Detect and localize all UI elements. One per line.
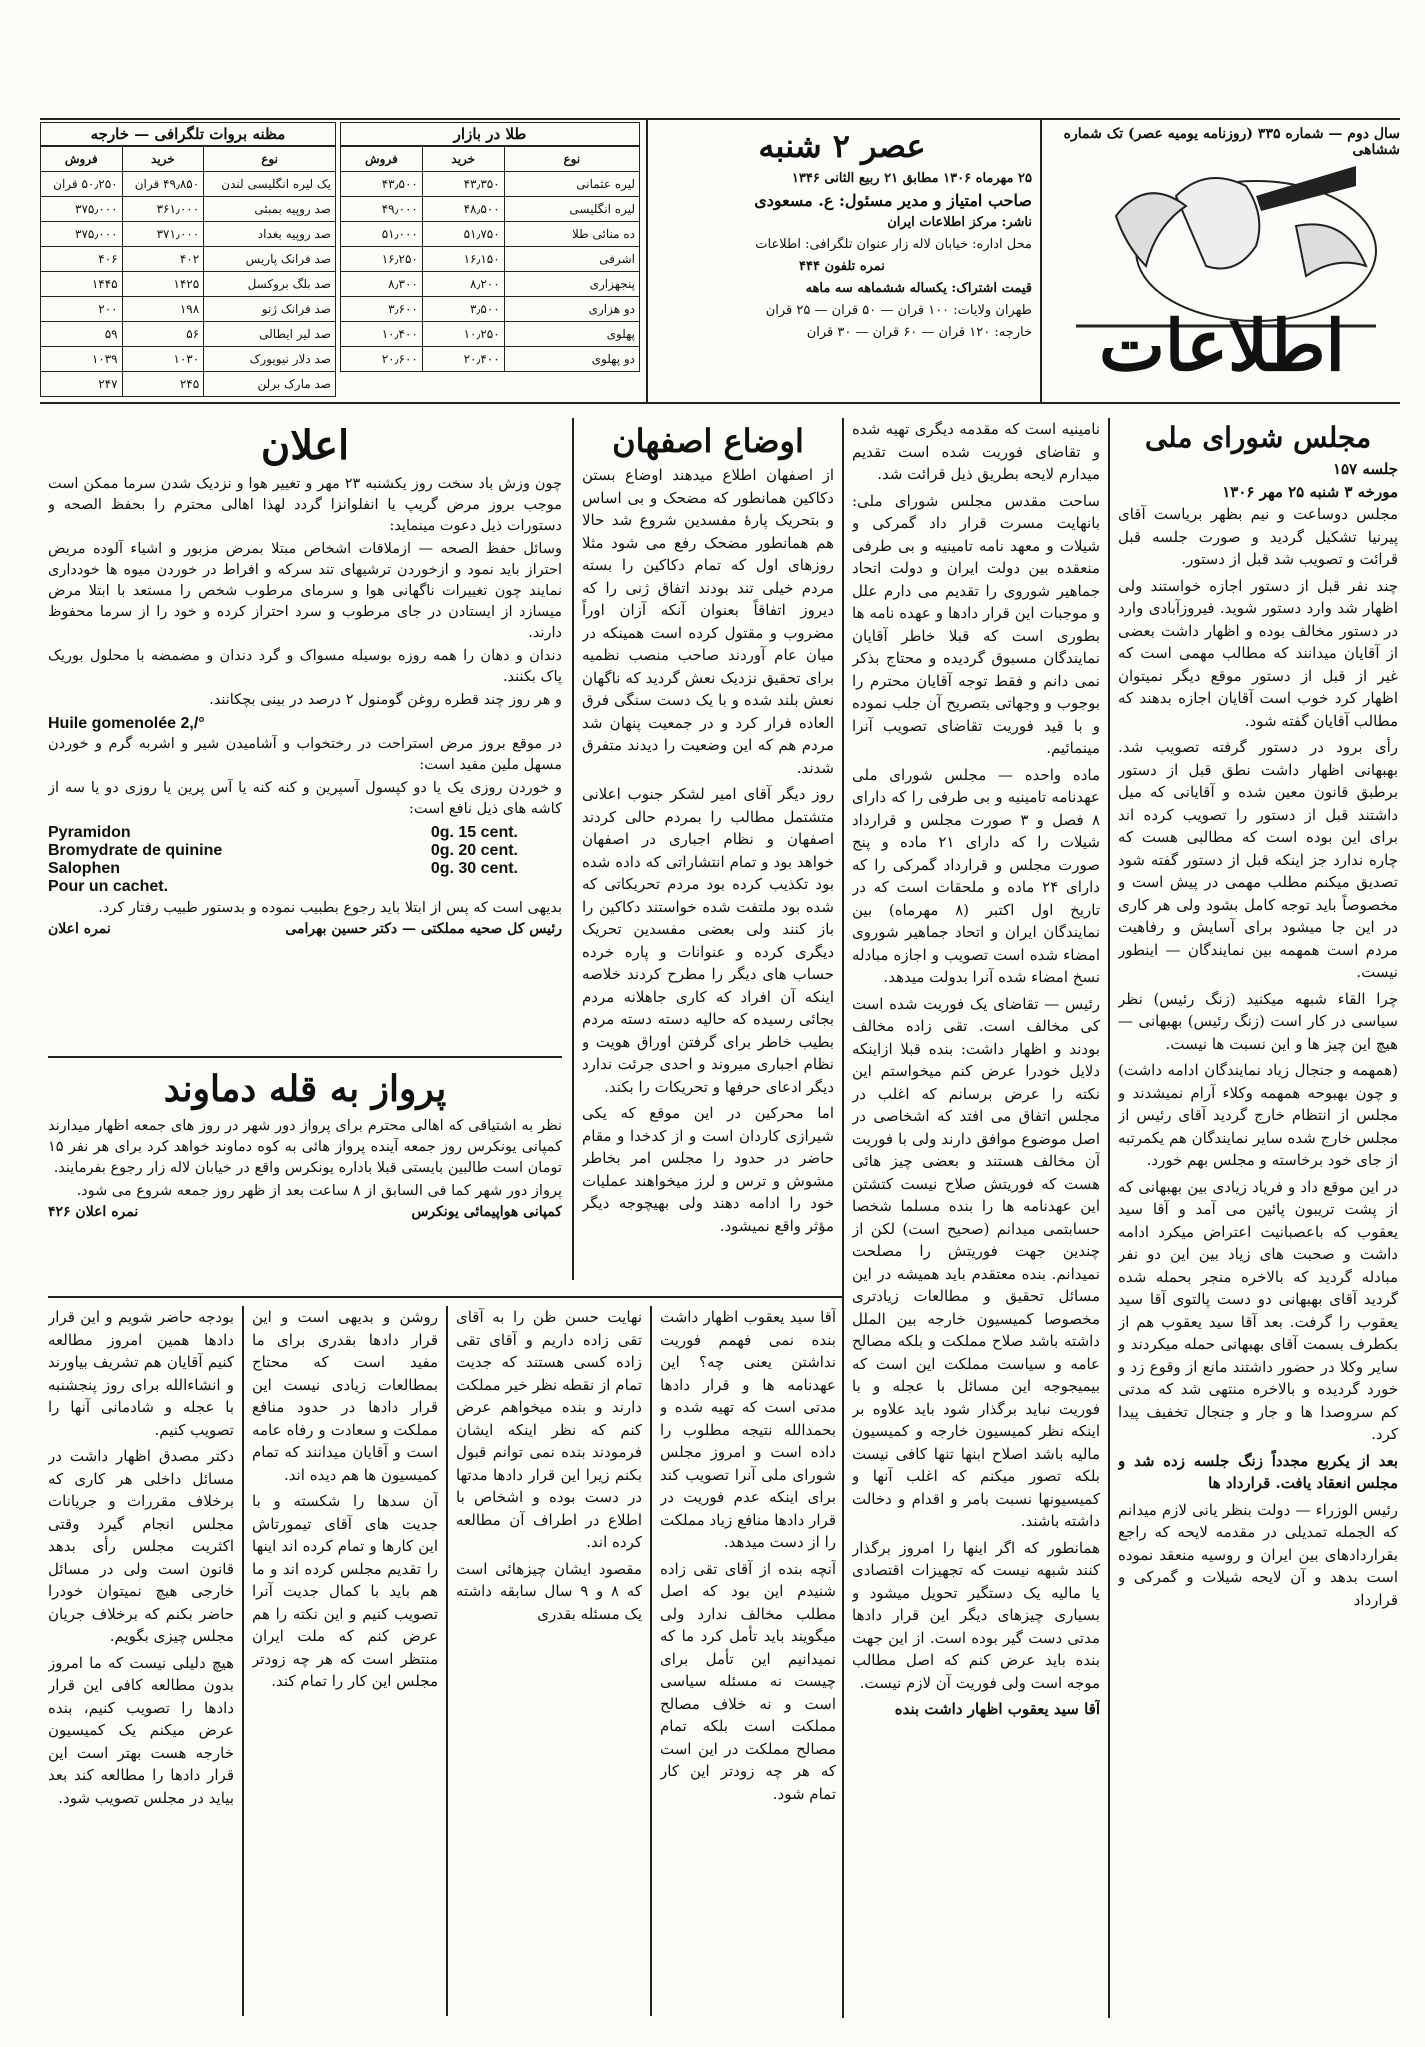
gold-cell: ۴۹٫۰۰۰ <box>341 197 423 222</box>
fx-row <box>41 272 336 297</box>
notice-latin-drop: Huile gomenolée 2,/° <box>48 715 205 732</box>
majlis-paragraph: چند نفر قبل از دستور اجازه خواستند ولی اظهار شد وارد دستور شوید. فیروزآبادی وارد در دستور مخالف بوده و اظهار داشت بعضی از آقایان میدانند که مطالب مهمی است که غیر از قبل از دستور موقع دیگر نمیتوان اظهار کرد خوب است آقایان اجازه بدهند که مطالب آقایان گفته شود. <box>1118 576 1398 730</box>
publisher-line: ناشر: مرکز اطلاعات ایران <box>887 215 1032 230</box>
fx-cell: صد لیر ایطالی <box>204 322 336 347</box>
bottom-column-3 <box>252 1306 438 2016</box>
masthead-bottom-rule <box>40 402 1400 404</box>
column-rule <box>572 418 574 1280</box>
health-notice <box>48 418 562 1048</box>
gold-row <box>341 222 640 247</box>
fx-row <box>41 372 336 397</box>
fx-row <box>41 222 336 247</box>
fx-row <box>41 172 336 197</box>
gold-cell: ۵۱٫۰۰۰ <box>341 222 423 247</box>
isfahan-title: اوضاع اصفهان <box>612 422 804 460</box>
damavand-notice <box>48 1062 562 1292</box>
gold-col-sell: فروش <box>341 147 423 172</box>
fx-cell: یک لیره انگلیسی لندن <box>204 172 336 197</box>
fx-cell: ۵۰٫۲۵۰ قران <box>41 172 123 197</box>
notice-number: نمره اعلان <box>48 921 111 937</box>
gold-cell: ۳٫۵۰۰ <box>422 297 504 322</box>
gold-col-type: نوع <box>504 147 639 172</box>
fx-cell: ۱۰۳۹ <box>41 347 123 372</box>
isfahan-paragraph: از اصفهان اطلاع میدهند اوضاع بستن دکاکین همانطور که مضحک و بی اساس و بتحریک پارهٔ مفسدین شروع شد حالا هم همانطور مضحک رفع می شود مثلا روزهای اول که تمام دکاکین را بسته مردم خیلی تند بودند اتفاق ژنی را که دیروز اتفاقاً بعنوان آنکه آزان اوراً مضروب و مقتول کرده است همینکه در میان عام آوردند صاحب منصب نظمیه برای تحقیق نزدیک نعش گردید که ناگهان نعش بلند شده و با یک دست سنگی فرق العاده فرار کرد و در جمعیت پنهان شد مردم هم که این وضعیت را دیدند متفرق شدند. <box>582 466 834 777</box>
fx-cell: ۱۰۳۰ <box>122 347 204 372</box>
gold-row <box>341 197 640 222</box>
isfahan-paragraph: روز دیگر آقای امیر لشکر جنوب اعلانی متشتمل مطالب را بمردم حالی کردند اصفهان و نظام اجباری در اصفهان خواهد بود و تمام انتشاراتی که داده شده بود تکذیب کرده بود مردم تحریکاتی که شده بود ملتفت شده خواستند دکاکین را باز کنند ولی بعضی مفسدین تحریک دیگری کرده و عنوانات و پاره خرده حساب های دیگر را مطرح کردند خلاصه اینکه آن افراد که کاری جاهلانه مردم بجائی رسیده که حالیه دسته دسته مردم بطیب خاطر برای گرفتن اوراق هویت و نظام اجباری میروند و احدی جرئت ندارد دیگر ادعای حرفها و تحریکات را بکند. <box>582 785 834 1096</box>
gold-row <box>341 297 640 322</box>
gold-market <box>340 122 640 372</box>
bottom-column-1 <box>660 1306 836 2016</box>
fx-cell: صد بلگ بروکسل <box>204 272 336 297</box>
majlis-paragraph: (همهمه و جنجال زیاد نمایندگان ادامه داشت) و چون بهبوحه همهمه وکلاء آرام نمیشدند و مجلس از انتظام خارج گردید آقای رئیس از مجلس خارج شده سایر نمایندگان هم یکمرتبه از جای خود برخاسته و مجلس بهم خورد. <box>1118 1061 1398 1169</box>
damavand-number: نمره اعلان ۴۲۶ <box>48 1204 139 1220</box>
gold-row <box>341 247 640 272</box>
gold-row <box>341 172 640 197</box>
fx-row <box>41 297 336 322</box>
fx-cell: ۱۹۸ <box>122 297 204 322</box>
fx-cell: صد فرانک پاریس <box>204 247 336 272</box>
masthead <box>40 118 1400 408</box>
bottom-paragraph: آن سدها را شکسته و با جدیت های آقای تیمورتاش این کارها و تمام کرده اند اینها را تقدیم مجلس کرده اند و ما هم باید با کمال جدیت آنرا تصویب کنیم و این نکته را هم عرض کنم که ملت ایران منتظر است که هر چه زودتر مجلس این کار را تمام کند. <box>252 1492 438 1690</box>
column-rule <box>842 418 844 2018</box>
debate-paragraph: رئیس — تقاضای یک فوریت شده است کی مخالف است. تقی زاده مخالف بودند و اظهار داشت: بنده قبلا ازاینکه دلایل خودرا عرض کنم میخواستم این نکته را عرض برسانم که اغلب در مجلس اتفاق می افتد که اشخاصی در اصل موضوع موافق دارند ولی با فوریت آن مخالف هستند و بعضی چیز هائی هست که فوریتش صلاح نیست کتشتن این عهدنامه ها را بنده مسلما شخصا حسابتمی میدانم (صحیح است) لکن از چندین جهت فوریتش را مصلحت نمیدانم. بنده معتقدم باید همیشه در این مسائل تحقیق و مطالعات زیادتری مخصوصا کمیسیون خارجه بین الملل داشته باشد صلاح مملکت و بلکه مصالح عامه و سیاست مملکت این است که بیمیجوجه این مسائل با عجله و با فوریت نباید برگذار شود باید علاوه بر اینکه نظر کمیسیون خارجه و کمیسیون مالیه باشد اصلاح ابنها تنها کافی نیست بلکه تصور میکنم که اغلب آنها و کمیسیونها نسبت بامر و اقدام و دخالت داشته باشند. <box>852 994 1100 1530</box>
subscription-header: قیمت اشتراک: یکساله ششماهه سه ماهه <box>805 281 1032 296</box>
fx-row <box>41 247 336 272</box>
gold-row <box>341 322 640 347</box>
gold-cell: ۲۰٫۴۰۰ <box>422 347 504 372</box>
phone-line: نمره تلفون ۴۴۴ <box>799 259 885 274</box>
fx-cell: صد فرانک ژنو <box>204 297 336 322</box>
drug-name: Salophen <box>48 860 121 877</box>
fx-cell: ۳۶۱٫۰۰۰ <box>122 197 204 222</box>
drug-dose: 0g. 30 cent. <box>430 860 518 877</box>
fx-cell: ۲۰۰ <box>41 297 123 322</box>
fx-cell: ۵۶ <box>122 322 204 347</box>
gold-cell: ۲۰٫۶۰۰ <box>341 347 423 372</box>
section-rule <box>48 1056 562 1058</box>
gold-cell: ۸٫۲۰۰ <box>422 272 504 297</box>
fx-col-type: نوع <box>204 147 336 172</box>
gold-cell: ۸٫۳۰۰ <box>341 272 423 297</box>
majlis-paragraph: رئیس الوزراء — دولت بنظر یانی لازم میدانم که الجمله تمدیلی در مقدمه لایحه که راجع بقراردادهای بین ایران و روسیه منعقد نموده است بدهد و آن لایحه شیلات و گمرکی و قرارداد <box>1118 1500 1398 1609</box>
majlis-date: مورخه ۳ شنبه ۲۵ مهر ۱۳۰۶ <box>1222 482 1398 501</box>
office-line: محل اداره: خیابان لاله زار عنوان تلگرافی: اطلاعات <box>755 237 1032 252</box>
gold-cell: ۴۸٫۵۰۰ <box>422 197 504 222</box>
majlis-title: مجلس شورای ملی <box>1144 421 1372 454</box>
drug-dose: 0g. 15 cent. <box>430 824 518 841</box>
issue-date: ۲۵ مهرماه ۱۳۰۶ مطابق ۲۱ ربیع الثانی ۱۳۴۶ <box>791 171 1032 186</box>
gold-cell: پنجهزاری <box>504 272 639 297</box>
fx-cell: صد روپیه بمبئی <box>204 197 336 222</box>
gold-cell: دو هزاری <box>504 297 639 322</box>
owner-line: صاحب امتیاز و مدیر مسئول: ع. مسعودی <box>754 191 1032 210</box>
mast-divider-1 <box>1040 118 1042 403</box>
drug-name: Bromydrate de quinine <box>48 842 223 859</box>
bottom-paragraph: روشن و بدیهی است و این قرار دادها بقدری برای ما مفید است که محتاج بمطالعات زیادی نیست این قرار دادها در حدود منافع مملکت و سعادت و رفاه عامه است و آقایان میدانند که تمام کمیسیون ها هم دیده اند. <box>252 1308 438 1484</box>
fx-cell: صد دلار نیویورک <box>204 347 336 372</box>
fx-cell: ۲۴۵ <box>122 372 204 397</box>
info-block <box>652 124 1032 399</box>
gold-col-buy: خرید <box>422 147 504 172</box>
fx-cell: صد روپیه بغداد <box>204 222 336 247</box>
debate-paragraph: آقا سید یعقوب اظهار داشت بنده <box>894 1700 1100 1718</box>
damavand-paragraph: پرواز دور شهر کما فی السابق از ۸ ساعت بعد از ظهر روز جمعه شروع می شود. <box>76 1183 562 1199</box>
gold-cell: لیره انگلیسی <box>504 197 639 222</box>
gold-cell: دو پهلوی <box>504 347 639 372</box>
logo-block <box>1042 126 1400 398</box>
drug-name: Pyramidon <box>48 824 131 841</box>
prescription-item <box>48 860 518 878</box>
debate-paragraph: ماده واحده — مجلس شورای ملی عهدنامه تامینیه و بی طرفی را که دارای ۸ فصل و ۳ صورت مجلس و قرارداد شیلات را که دارای ۲۱ ماده و پنج صورت مجلس و قرارداد گمرکی را که دارای ۲۴ ماده و ملحقات است که در تاریخ اول اکتبر (۸ مهرماه) بین نمایندگان ایران و اتحاد جماهیر شوروی امضاء شده است تصویب و اجازه مبادله نسخ امضاء شده آنرا بدولت میدهد. <box>852 765 1100 986</box>
notice-paragraph: و هر روز چند قطره روغن گومنول ۲ درصد در بینی بچکانند. <box>209 692 562 708</box>
gold-cell: ۵۱٫۷۵۰ <box>422 222 504 247</box>
mast-divider-2 <box>646 118 648 403</box>
fx-market-title: مظنه بروات تلگرافی — خارجه <box>40 122 336 146</box>
gold-cell: ۱۰٫۲۵۰ <box>422 322 504 347</box>
prescription-list <box>48 824 562 896</box>
notice-paragraph: وسائل حفظ الصحه — ازملاقات اشخاص مبتلا بمرض مزبور و اشیاء آلوده مریض احتراز باید نمود و ازخوردن ترشیهای تند سرکه و افراط در خوردن میوه ها خودداری نمایند چون تغییرات ناگهانی هوا و سرمای مرطوب شخص را مستعد با ابتلا مرض میسازد از ایستادن در جای مرطوب و سرد احتراز کرده و خود را از سرما محفوظ دارند. <box>48 541 562 641</box>
gold-row <box>341 347 640 372</box>
notice-paragraph: و خوردن روزی یک یا دو کپسول آسپرین و کنه کنه یا آس پرین یا روزی دو یا سه از کاشه های ذیل نافع است: <box>48 780 562 817</box>
subscription-tehran: طهران ولایات: ۱۰۰ قران — ۵۰ قران — ۲۵ قران <box>765 303 1032 318</box>
fx-cell: ۴۰۲ <box>122 247 204 272</box>
fx-cell: ۵۹ <box>41 322 123 347</box>
column-rule <box>446 1306 448 2016</box>
gold-cell: اشرفی <box>504 247 639 272</box>
fx-market-table <box>40 146 336 397</box>
gold-market-table <box>340 146 640 372</box>
debate-paragraph: ساحت مقدس مجلس شورای ملی: بانهایت مسرت قرار داد گمرکی و شیلات و معهد نامه تامینیه و بی طرفی منعقده بین دولت ایران و دولت اتحاد جماهیر شوروی را تقدیم می دارم علل و موجبات این قرار دادها و عهده نامه ها بطوری است که قبلا خاطر آقایان نمایندگان مسبوق گردیده و محتاج بذکر نمی دانم و فقط توجه آقایان محترم را بوجوب و وجهاتی بتصریح آن جلب نموده و با قید فوریت تقاضای تصویب آنرا مینمائیم. <box>852 491 1100 757</box>
damavand-signature: کمپانی هواپیمائی یونکرس <box>411 1204 562 1220</box>
fx-cell: صد مارک برلن <box>204 372 336 397</box>
majlis-paragraph: بعد از یکربع مجدداً زنگ جلسه زده شد و مجلس انعقاد یافت. قرارداد ها <box>1118 1451 1398 1492</box>
fx-row <box>41 197 336 222</box>
fx-cell: ۳۷۵٫۰۰۰ <box>41 197 123 222</box>
gold-cell: لیره عثمانی <box>504 172 639 197</box>
bottom-paragraph: دکتر مصدق اظهار داشت در مسائل داخلی هر کاری که برخلاف مقررات و جریانات مجلس انجام گیرد وقتی اکثریت مجلس رأی بدهد قانون است ولی در مسائل خارجی هیچ نمیتوان خودرا حاضر بکنم که برخلاف جریان مجلس چیزی بگویم. <box>48 1447 234 1645</box>
bottom-column-4 <box>48 1306 234 2016</box>
notice-closing: بدیهی است که پس از ابتلا باید رجوع بطبیب نموده و بدستور طبیب رفتار کرد. <box>98 900 562 916</box>
majlis-column <box>1118 418 1398 2018</box>
damavand-paragraph: نظر به اشتیاقی که اهالی محترم برای پرواز دور شهر در روز های جمعه اظهار میدارند کمپانی یونکرس روز جمعه آینده پرواز هائی به کوه دماوند خواهد کرد برای هر نفر ۱۵ تومان است طالبین بایستی قبلا باداره یونکرس واقع در خیابان لاله زار رجوع بفرمایند. <box>48 1118 562 1176</box>
notice-paragraph: چون وزش باد سخت روز یکشنبه ۲۳ مهر و تغییر هوا و نزدیک شدن سرما ممکن است موجب بروز مرض گریپ یا انفلوانزا گردد لهذا اهالی محترم را بحفظ الصحه و دستورات ذیل دعوت مینماید: <box>48 476 562 534</box>
fx-cell: ۱۴۲۵ <box>122 272 204 297</box>
majlis-paragraph: رأی برود در دستور گرفته تصویب شد. بهبهانی اظهار داشت نطق قبل از دستور برطبق قانون معین شده و آقایانی که میل داشتند قبل از دستور را تصویب کرده اند برای این بوده است که مطالبی هست که چاره ندارد جز اینکه قبل از دستور گفته شود تصدیق میکنم مطلب مهمی در پیش است و مخصوصاً باید توجه کامل بشود ولی هر کاری در این جا میشود برای آسایش و رفاهیت مردم است همهمه بین نمایندگان — اینطور نیست. <box>1118 738 1398 981</box>
column-rule <box>242 1306 244 2016</box>
bottom-column-2 <box>456 1306 642 2016</box>
gold-market-title: طلا در بازار <box>340 122 640 146</box>
bottom-paragraph: هیچ دلیلی نیست که ما امروز بدون مطالعه کافی این قرار دادها را تصویب کنیم، بنده عرض میکنم یک کمیسیون خارجه هست بهتر است این قرار دادها را مطالعه کند بعد بیاید در مجلس تصویب شود. <box>48 1653 234 1807</box>
section-rule <box>48 1296 842 1298</box>
isfahan-column <box>582 418 834 1280</box>
column-rule <box>650 1306 652 2016</box>
notice-paragraph: در موقع بروز مرض استراحت در رختخواب و آشامیدن شیر و اشربه گرم و خوردن مسهل ملین مفید است: <box>48 736 562 773</box>
subscription-abroad: خارجه: ۱۲۰ قران — ۶۰ قران — ۳۰ قران <box>806 325 1032 340</box>
bottom-paragraph: آنچه بنده از آقای تقی زاده شنیدم این بود که اصل مطلب مخالف ندارد ولی میگویند باید تأمل کرد ما که نمیدانیم این تأمل برای چیست نه مسئله سیاسی است و نه خلاف مصالح مملکت است بلکه تمام مصالح مملکت در این است که هر چه زودتر این کار تمام شود. <box>660 1559 836 1803</box>
fx-row <box>41 347 336 372</box>
debate-paragraph: نامینیه است که مقدمه دیگری تهیه شده و تقاضای فوریت شده است تقدیم میدارم لایحه بطریق ذیل قرائت شد. <box>852 420 1100 483</box>
bottom-paragraph: بودجه حاضر شویم و این قرار دادها همین امروز مطالعه کنیم آقایان هم تشریف بیاورند و انشاءالله برای روز پنجشنبه با عجله و شادمانی آنها را تصویب کنیم. <box>48 1308 234 1439</box>
debate-column <box>852 418 1100 2018</box>
newspaper-logo: اطلاعات <box>1099 304 1345 387</box>
prescription-cachet: Pour un cachet. <box>48 878 169 895</box>
debate-paragraph: همانطور که اگر اینها را امروز برگذار کنند شبهه نیست که تجهیزات اقتصادی یا مالیه یک دستگیر تحویل میشود و بسیاری چیزهای دیگر این قرار دادها مدتی دست گیر بوده است. از این جهت بنده باید عرض کنم که اصل مطالب موجه است ولی فوریت آن لازم نیست. <box>852 1538 1100 1692</box>
fx-col-sell: فروش <box>41 147 123 172</box>
fx-col-buy: خرید <box>122 147 204 172</box>
gold-cell: ۴۳٫۵۰۰ <box>341 172 423 197</box>
drug-dose: 0g. 20 cent. <box>430 842 518 859</box>
gold-cell: ده منائی طلا <box>504 222 639 247</box>
notice-signature: رئیس کل صحیه مملکتی — دکتر حسین بهرامی <box>285 921 562 937</box>
column-rule <box>1108 418 1110 2018</box>
isfahan-paragraph: اما محرکین در این موقع که یکی شیرازی کاردان است و از کدخدا و مقام حاضر در حدود را مجلس امر بخاطر مشوش و ترس و لرز میخواهند عملیات خود را ادامه دهند ولی بهیچوجه دیگر مؤثر واقع نمیشود. <box>582 1104 834 1235</box>
gold-row <box>341 272 640 297</box>
majlis-paragraph: مجلس دوساعت و نیم بظهر بریاست آقای پیرنیا تشکیل گردید و صورت جلسه قبل قرائت و تصویب شد قبل از دستور. <box>1118 505 1398 568</box>
majlis-paragraph: در این موقع داد و فریاد زیادی بین بهبهانی که از پشت تریبون پائین می آمد و آقا سید یعقوب که باعصبانیت اعتراض میکرد ادامه داشت و صحبت های زیاد بین این دو نفر مبادله گردید که بالاخره منجر بحمله شده گردید آقای بهبهانی دو دست پالتوی آقا سید یعقوب را گرفت. بعد آقا سید یعقوب هم از بکطرف بسمت آقای بهبهانی حمله میکردند و سایر وکلا در حضور داشتند مانع از وقوع زد و خورد گردیده و بالاخره منتهی شد که مدتی کم سروصدا ها و جار و جنجال تخفیف پیدا کرد. <box>1118 1177 1398 1443</box>
prescription-item <box>48 842 518 860</box>
gold-cell: ۴۳٫۳۵۰ <box>422 172 504 197</box>
fx-cell: ۱۴۴۵ <box>41 272 123 297</box>
bottom-paragraph: آقا سید یعقوب اظهار داشت بنده نمی فهمم فوریت نداشتن یعنی چه؟ این عهدنامه ها و قرار دادها مدتی است که تهیه شده و بحمدالله نتیجه مطلوب را داده است و امروز مجلس شورای ملی آنرا تصویب کند برای اینکه عدم فوریت در قرار دادها منافع زیاد مملکت را از دست میدهد. <box>660 1308 836 1551</box>
notice-paragraph: دندان و دهان را همه روزه بوسیله مسواک و گرد دندان و مضمضه با محلول بوریک پاک بکنند. <box>48 648 562 685</box>
majlis-paragraph: چرا القاء شبهه میکنید (زنگ رئیس) نظر سیاسی در کار است (زنگ رئیس) بهبهانی — هیچ این چیز ها و این نسبت ها نیست. <box>1118 989 1398 1053</box>
gold-cell: ۱۶٫۱۵۰ <box>422 247 504 272</box>
damavand-title: پرواز به قله دماوند <box>163 1068 447 1110</box>
masthead-banner: سال دوم — شماره ۳۳۵ (روزنامه یومیه عصر) تک شماره ششاهی <box>1063 126 1400 158</box>
top-rule <box>40 118 1400 120</box>
fx-cell: ۲۴۷ <box>41 372 123 397</box>
fx-cell: ۴۹٫۸۵۰ قران <box>122 172 204 197</box>
majlis-session: جلسه ۱۵۷ <box>1332 460 1398 478</box>
notice-title: اعلان <box>260 422 350 469</box>
bottom-paragraph: نهایت حسن ظن را به آقای تقی زاده داریم و آقای تقی زاده کسی هستند که جدیت تمام از نقطه نظر خیر مملکت دارند و بنده میخواهم عرض کنم که نظر اینکه ایشان فرمودند بنده نمی توانم قبول بکنم زیرا این قرار دادها مدتها در دست بوده و اشخاص با اطلاع در اطراف آن مطالعه کرده اند. <box>456 1308 642 1551</box>
bottom-paragraph: مقصود ایشان چیزهائی است که ۸ و ۹ سال سابقه داشته یک مسئله بقدری <box>456 1559 642 1623</box>
gold-cell: ۱۶٫۲۵۰ <box>341 247 423 272</box>
fx-cell: ۳۷۵٫۰۰۰ <box>41 222 123 247</box>
prescription-item <box>48 824 518 842</box>
fx-market <box>40 122 336 397</box>
gold-cell: ۱۰٫۴۰۰ <box>341 322 423 347</box>
fx-row <box>41 322 336 347</box>
edition-label: عصر ۲ شنبه <box>758 127 926 165</box>
gold-cell: ۳٫۶۰۰ <box>341 297 423 322</box>
gold-cell: پهلوی <box>504 322 639 347</box>
fx-cell: ۴۰۶ <box>41 247 123 272</box>
fx-cell: ۳۷۱٫۰۰۰ <box>122 222 204 247</box>
